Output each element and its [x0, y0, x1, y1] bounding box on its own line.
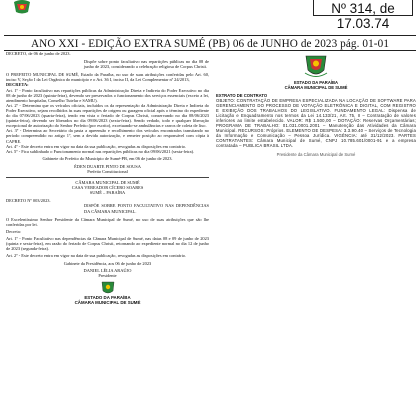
- decree-2-decreta: Decreta:: [6, 228, 21, 234]
- right-column: [216, 51, 416, 157]
- decree-1-art-4: Art. 4º - Este decreto entra em vigor na data da sua publicação, revogadas as disposições em contrário.: [6, 143, 187, 149]
- decree-2-art-2: Art. 2º - Este decreto entra em vigor na data de sua publicação, revogadas as disposições em contrário.: [6, 253, 187, 259]
- decree-1-art-1: Art. 1º - Ponto facultativo nas repartições públicas da Administração Direta e Indireta do Poder Executivo no dia 08 de junho de 2023 (quinta-feira), devendo ser preservados o funcionamento dos serviços essenciais (exceto a lei, atendimento hospitalar, Conselho Tutelar e SAMU).: [6, 87, 209, 103]
- camara-house: CASA VEREADOR CÍCERO SOARES: [71, 185, 144, 191]
- municipal-coat-of-arms-icon: [12, 0, 32, 14]
- decree-1-art-2: Art. 2º - Determina que os veículos oficiais, incluídos os da representação da Administração Direta e Indireta do Poder Executivo, sejam recolhidos às suas repartições de origem ou garagem oficial após o término do expediente do dia 07/06/2023 (quarta-feira), tendo em vista o feriado de Corpus Christi, conservando no dia 08/06/2023 (quinta-feira), devendo ser liberados no dia 09/06/2023 (sexta-feira). Sendo vedado, todo e qualquer liberação excepcional de autorização do Senhor Prefeito (por escrito), excetuando-se ambulâncias e carros de coleta de lixo.: [6, 102, 209, 129]
- decree-2-signer-role: Presidente: [98, 273, 117, 279]
- camara-coat-of-arms-icon: [303, 53, 329, 79]
- camara-city: SUMÉ – PARAÍBA: [89, 190, 126, 196]
- decree-2-title: DECRETO Nº 003/2023.: [6, 198, 51, 204]
- decree-2-gabinete: Gabinete da Presidência, aos 06 de junho de 2023: [63, 261, 152, 267]
- footer-camara: CÂMARA MUNICIPAL DE SUMÉ: [74, 299, 141, 305]
- footer-state: ESTADO DA PARAÍBA: [84, 294, 131, 300]
- decree-2-summary: DISPÕE SOBRE PONTO FACULTATIVO NAS DEPENDÊNCIAS DA CÂMARA MUNICIPAL.: [84, 203, 209, 214]
- decree-2-preamble: O Excelentíssimo Senhor Presidente da Câmara Municipal de Sumé, no uso de suas atribuições que são lhe conferidas por lei.: [6, 216, 209, 227]
- edition-line: ANO XXI - EDIÇÃO EXTRA SUMÉ (PB) 06 de JUNHO de 2023 pág. 01-01: [30, 38, 390, 50]
- decree-1-decreta: DECRETA:: [6, 82, 29, 88]
- decree-1-art-3: Art. 3º - Determina ao Secretário da pasta a apreensão e recolhimento dos veículos encontrados transitando no período compreendido no artigo 1º, sem a devida autorização, e remeter posição ao responsável com cópia à CAPRE.: [6, 128, 209, 144]
- right-camara: CÂMARA MUNICIPAL DE SUMÉ: [284, 85, 348, 90]
- signature-note: Presidente da Câmara Municipal de Sumé: [276, 152, 356, 157]
- decree-1-gabinete: Gabinete do Prefeito do Município de Sumé-PB, em 06 de junho de 2023.: [42, 155, 173, 161]
- extrato-title: EXTRATO DE CONTRATO: [216, 93, 268, 98]
- section-divider: [6, 177, 209, 178]
- header-rule-top: [4, 35, 416, 36]
- decree-1-signer: ÉDEN DUARTE PINTO DE SOUSA: [74, 163, 141, 169]
- law-reference-box: [313, 0, 413, 31]
- decree-1-preamble: O PREFEITO MUNICIPAL DE SUMÉ, Estado da Paraíba, no uso de suas atribuições conferidas pelo Art. 60, inciso V, Seção I da Lei Orgânica do município e o Art. 36 I, inciso II, da Lei Complementar nº 24/2013,: [6, 72, 209, 83]
- decree-1-title: DECRETO, de 06 de junho de 2023.: [6, 51, 71, 56]
- extrato-body: OBJETO: CONTRATAÇÃO DE EMPRESA ESPECIALIZADA NA LOCAÇÃO DE SOFTWARE PARA GERENCIAMENTO DO PROCESSO DE VOTAÇÃO ELETRÔNICA E DIGITAL, COM REGISTRO E EXIBIÇÃO DOS TRABALHOS DO LEGISLATIVO. FUNDAMENTO LEGAL: Dispensa de Licitação e Enquadramento nos termos da Lei 14.133/21, Art. 75, II – Contratação de valores inferiores ao limite estabelecido. VALOR: R$ 1.500,00 – DOTAÇÃO: Reservas Orçamentárias; PROGRAMA DE TRABALHO: 01.031.0001.2001 – Manutenção das Atividades da Câmara Municipal. RECURSOS: Próprios. ELEMENTO DE DESPESA: 3.3.90.40 – Serviços de Tecnologia da Informação e Comunicação – Pessoa Jurídica. VIGÊNCIA: até 31/12/2023. PARTES CONTRATANTES: Câmara Municipal de Sumé, CNPJ 10.785.601/0001-91 e a empresa contratada – PUBLICA BRASIL LTDA.: [216, 98, 416, 148]
- left-column: [6, 51, 209, 305]
- law-reference-text: Nº 314, de 17.03.74: [331, 1, 395, 31]
- decree-1-signer-role: Prefeito Constitucional: [87, 168, 128, 174]
- decree-1-art-5: Art. 5º - Fica sublinhado o Funcionamento normal nas repartições públicas no dia 09/06/2021 (sexta-feira).: [6, 148, 195, 154]
- camara-crest-icon: [100, 281, 116, 295]
- decree-1-summary: Dispõe sobre ponto facultativo nas repartições públicas no dia 08 de junho de 2023, considerando a celebração religiosa de Corpus Christi.: [84, 59, 209, 70]
- decree-2-signer: DANIEL LÉLIA ARAÚJO: [83, 268, 132, 274]
- decree-2-art-1: Art. 1º - Ponto Facultativo nas dependências da Câmara Municipal de Sumé, nas datas 08 e 09 de junho de 2023 (quinta e sexta-feira), em razão do feriado de Corpus Christi, retornando ao expediente normal no dia 12 de junho de 2023 (segunda-feira).: [6, 235, 209, 252]
- right-state: ESTADO DA PARAÍBA: [293, 80, 339, 85]
- camara-name: CÂMARA MUNICIPAL DE SUMÉ: [75, 180, 140, 186]
